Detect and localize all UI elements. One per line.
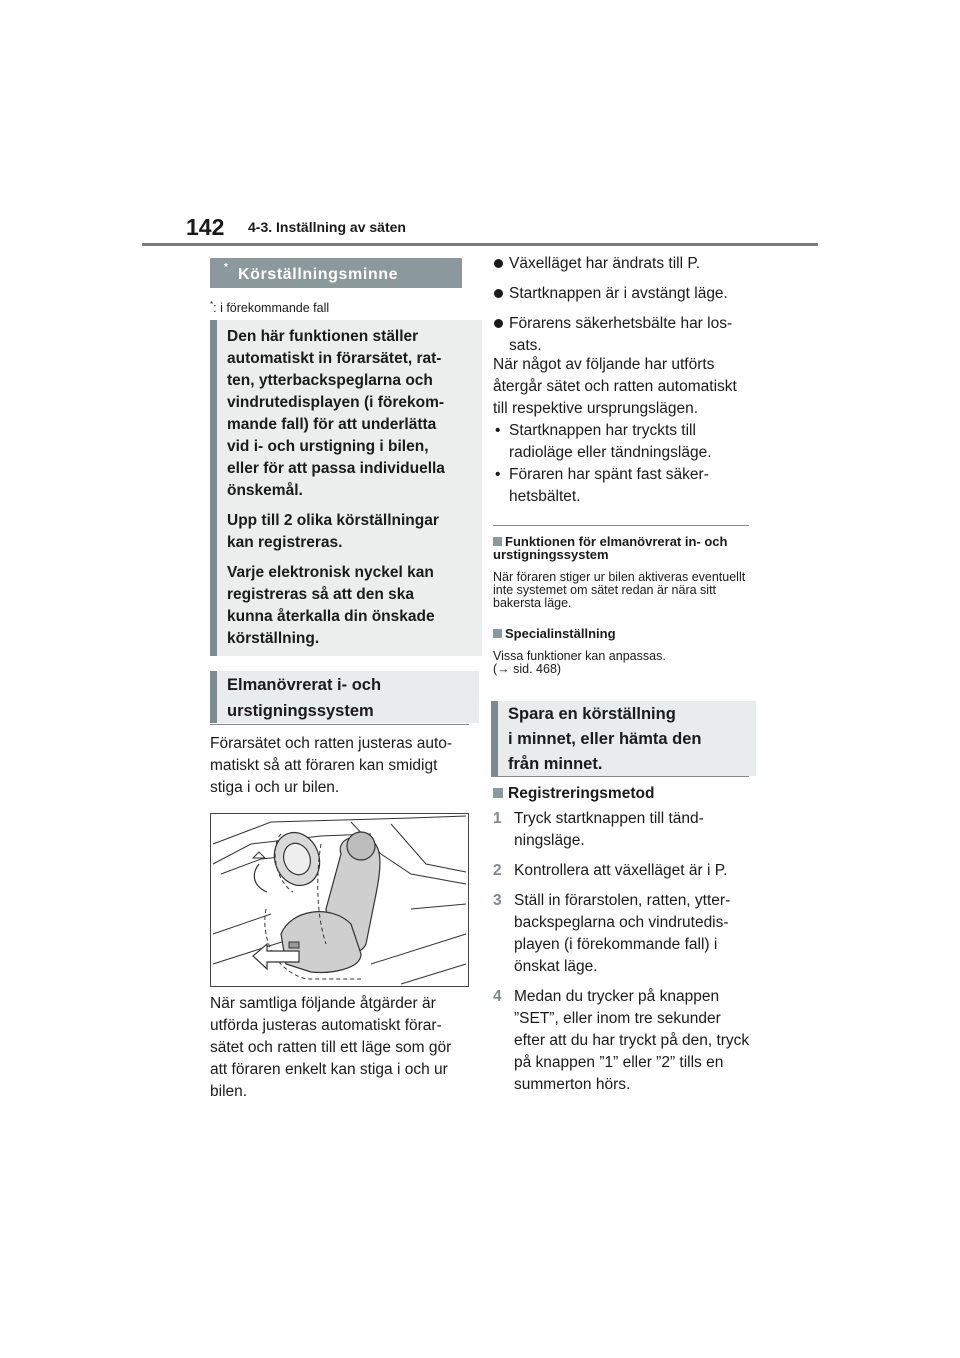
heading-rule	[210, 724, 469, 725]
note-title	[493, 535, 749, 561]
step-text: Tryck startknappen till tänd- ningsläge.	[514, 810, 704, 849]
note-title-text: Specialinställning	[505, 626, 616, 641]
step-number: 2	[493, 862, 502, 879]
section-heading-driving-position-memory	[210, 258, 462, 288]
seat-drawing	[211, 814, 468, 986]
step-item	[493, 860, 751, 882]
list-item: Förarens säkerhetsbälte har los- sats.	[493, 313, 751, 357]
heading-line: från minnet.	[508, 755, 603, 773]
registration-title	[493, 785, 654, 803]
step-item	[493, 986, 751, 1096]
footnote-marker: *	[224, 262, 229, 273]
list-item: • Föraren har spänt fast säker- hetsbältet.	[493, 464, 751, 508]
registration-steps	[493, 808, 751, 1104]
page-reference-link[interactable]: (→ sid. 468)	[493, 662, 562, 676]
step-number: 4	[493, 988, 502, 1005]
section-heading-save-position	[491, 701, 756, 776]
footnote-mark: *	[210, 300, 214, 309]
page-number: 142	[186, 214, 225, 240]
paragraph-conditions-intro: När samtliga följande åtgärder är utförda justeras automatiskt förar- sätet och ratten till ett läge som gör att föraren enkelt kan stiga i och ur bilen.	[210, 995, 452, 1100]
step-item	[493, 890, 751, 978]
header-rule	[142, 243, 818, 246]
step-text: Kontrollera att växelläget är i P.	[514, 862, 728, 879]
heading-line: Elmanövrerat i- och	[227, 676, 382, 694]
heading-line: i minnet, eller hämta den	[508, 730, 702, 748]
step-text: Medan du trycker på knappen ”SET”, eller inom tre sekunder efter att du har tryckt på den, tryck på knappen ”1” eller ”2” tills en summerton hörs.	[514, 988, 750, 1093]
heading-rule	[491, 776, 749, 777]
conditions-list	[493, 253, 751, 365]
seat-illustration	[210, 813, 469, 987]
step-number: 3	[493, 892, 502, 909]
intro-box	[210, 320, 482, 656]
registration-title-text: Registreringsmetod	[508, 785, 655, 802]
return-conditions-list	[493, 420, 751, 508]
notes-rule	[493, 525, 749, 526]
note-text: När föraren stiger ur bilen aktiveras eventuellt inte systemet om sätet redan är nära sitt bakersta läge.	[493, 570, 746, 610]
section-heading-easy-access	[210, 671, 479, 723]
heading-line: Spara en körställning	[508, 705, 676, 723]
square-bullet-icon	[493, 537, 502, 546]
square-bullet-icon	[493, 788, 503, 798]
list-item: Startknappen är i avstängt läge.	[493, 283, 751, 305]
note-text	[493, 650, 749, 676]
square-bullet-icon	[493, 629, 502, 638]
paragraph-return-intro: När något av följande har utförts återgår sätet och ratten automatiskt till respektive ursprungslägen.	[493, 356, 737, 417]
step-number: 1	[493, 810, 502, 827]
step-text: Ställ in förarstolen, ratten, ytter- backspeglarna och vindrutedis- playen (i förekommande fall) i önskat läge.	[514, 892, 731, 975]
step-item	[493, 808, 751, 852]
list-item: • Startknappen har tryckts till radioläge eller tändningsläge.	[493, 420, 751, 464]
section-heading-text: Körställningsminne	[238, 266, 399, 283]
heading-line: urstigningssystem	[227, 702, 374, 720]
note-title-text: Funktionen för elmanövrerat in- och urstigningssystem	[493, 534, 728, 562]
intro-paragraph: Varje elektronisk nyckel kan registreras så att den ska kunna återkalla din önskade körställning.	[227, 564, 435, 647]
paragraph-easy-access: Förarsätet och ratten justeras auto- matiskt så att föraren kan smidigt stiga i och ur bilen.	[210, 735, 453, 796]
note-title	[493, 627, 749, 640]
note-line: Vissa funktioner kan anpassas.	[493, 649, 666, 663]
intro-paragraph: Upp till 2 olika körställningar kan registreras.	[227, 512, 439, 551]
footnote	[210, 300, 329, 315]
chapter-title: 4-3. Inställning av säten	[248, 219, 406, 235]
list-item: Växelläget har ändrats till P.	[493, 253, 751, 275]
intro-paragraph: Den här funktionen ställer automatiskt in förarsätet, rat- ten, ytterbackspeglarna och vindrutedisplayen (i förekom- mande fall) för att underlätta vid i- och urstigning i bilen, eller för att passa individuella önskemål.	[227, 328, 445, 499]
footnote-text: : i förekommande fall	[213, 301, 330, 316]
